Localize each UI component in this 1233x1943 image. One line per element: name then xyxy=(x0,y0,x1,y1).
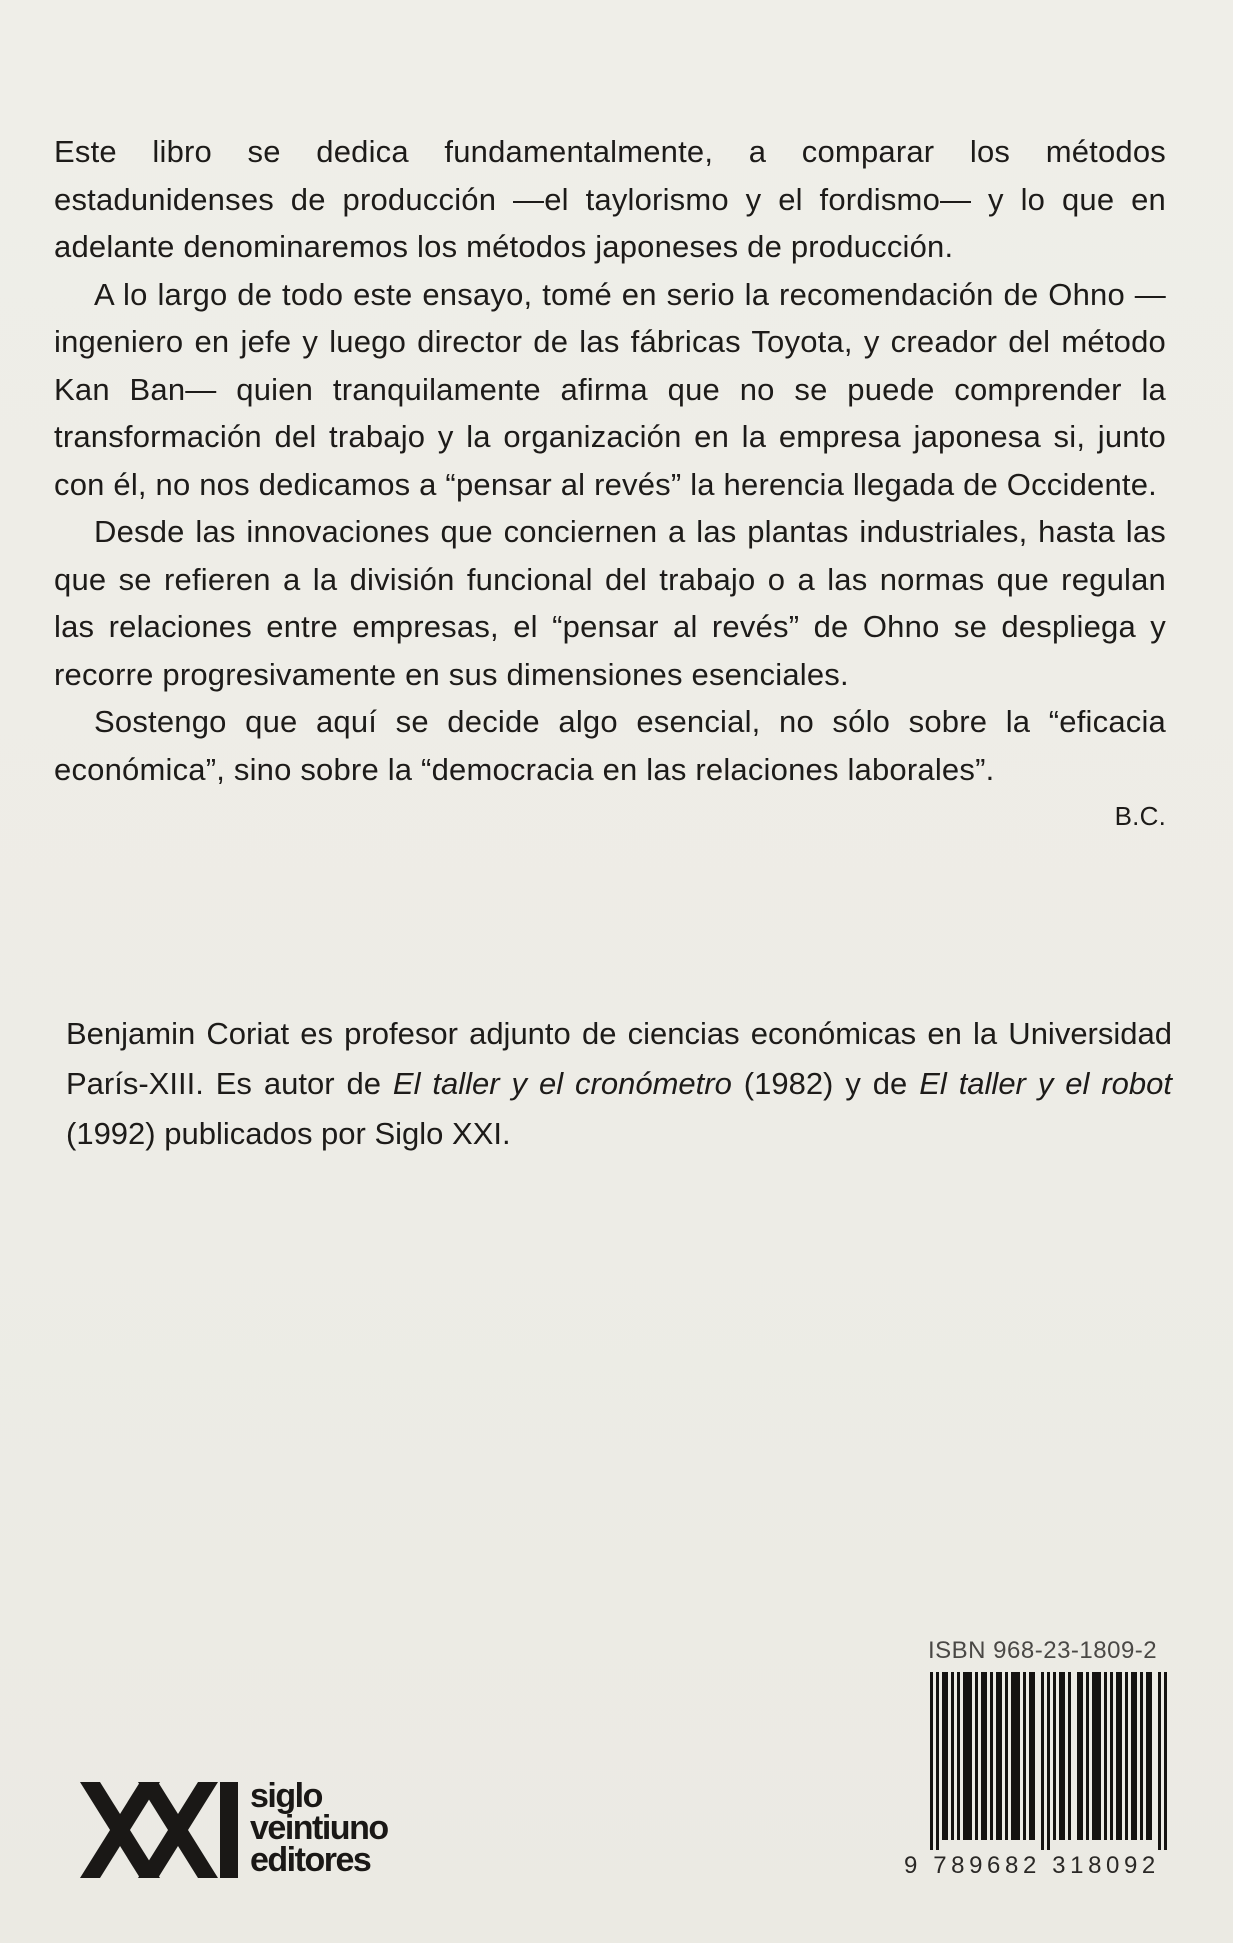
publisher-name xyxy=(250,1777,388,1879)
isbn-label: ISBN 968-23-1809-2 xyxy=(928,1637,1158,1664)
author-note-text-3: (1992) publicados por Siglo XXI. xyxy=(66,1116,511,1151)
author-note xyxy=(66,1009,1172,1159)
blurb-paragraph-2: A lo largo de todo este ensayo, tomé en serio la recomendación de Ohno —ingeniero en jefe y luego director de las fábricas Toyota, y creador del método Kan Ban— quien tranquilamente afirma que no se puede comprender la transformación del trabajo y la organización en la empresa japonesa si, junto con él, no nos dedicamos a “pensar al revés” la herencia llegada de Occidente. xyxy=(54,276,1166,502)
book-title-1: El taller y el cronómetro xyxy=(392,1066,732,1101)
publisher-name-line-2: veintiuno xyxy=(250,1809,388,1847)
barcode-digits: 9 789682 318092 xyxy=(904,1852,1160,1879)
publisher-name-line-1: siglo xyxy=(250,1777,322,1815)
publisher-logo xyxy=(80,1774,410,1884)
author-note-text-1: Benjamin Coriat es profesor adjunto de ciencias económicas en la Universidad París-XIII. Es autor de xyxy=(66,1016,1172,1101)
barcode-bars xyxy=(930,1672,1170,1850)
siglo-xxi-logo-mark xyxy=(80,1782,240,1878)
blurb-paragraph-4: Sostengo que aquí se decide algo esencial, no sólo sobre la “eficacia económica”, sino sobre la “democracia en las relaciones laborales”. xyxy=(54,704,1166,787)
barcode xyxy=(904,1672,1176,1890)
blurb-paragraph-1: Este libro se dedica fundamentalmente, a comparar los métodos estadunidenses de producción —el taylorismo y el fordismo— y lo que en adelante denominaremos los métodos japoneses de producción. xyxy=(54,134,1166,264)
publisher-name-line-3: editores xyxy=(250,1841,371,1879)
author-note-text-2: (1982) y de xyxy=(731,1066,920,1101)
blurb-paragraph-3: Desde las innovaciones que conciernen a las plantas industriales, hasta las que se refieren a la división funcional del trabajo o a las normas que regulan las relaciones entre empresas, el “pensar al revés” de Ohno se despliega y recorre progresivamente en sus dimensiones esenciales. xyxy=(54,514,1166,692)
blurb-signature: B.C. xyxy=(1114,801,1166,831)
blurb-text xyxy=(54,128,1166,840)
book-title-2: El taller y el robot xyxy=(919,1066,1172,1101)
